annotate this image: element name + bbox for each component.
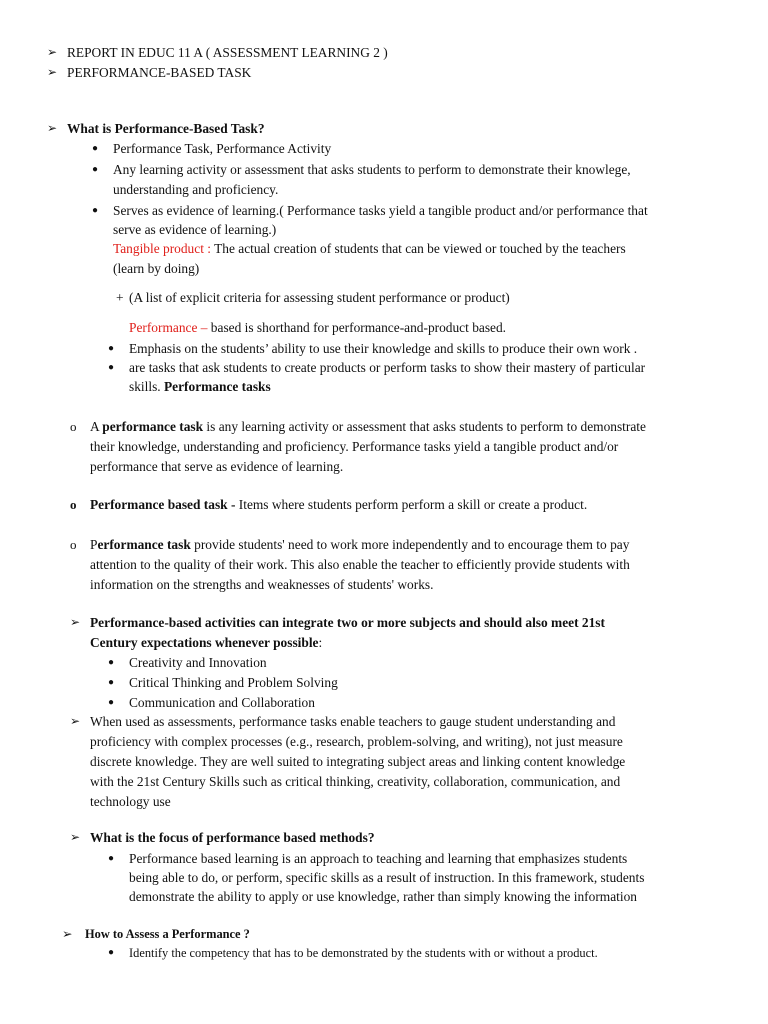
- bullet-icon: ●: [92, 205, 99, 216]
- paragraph-cont: performance that serve as evidence of learning.: [90, 459, 344, 474]
- heading-text: What is Performance-Based Task?: [67, 121, 265, 136]
- paragraph-cont: attention to the quality of their work. This also enable the teacher to efficiently provide students with: [90, 557, 630, 572]
- list-item-cont: being able to do, or perform, specific skills as a result of instruction. In this framework, students: [129, 870, 645, 885]
- heading-colon: :: [318, 635, 323, 650]
- bullet-icon: ●: [108, 697, 115, 708]
- list-item: Communication and Collaboration: [129, 695, 315, 710]
- paragraph-cont: proficiency with complex processes (e.g., research, problem-solving, and writing), not just measure: [90, 734, 623, 749]
- list-item: Critical Thinking and Problem Solving: [129, 675, 338, 690]
- bullet-icon: ●: [108, 343, 115, 354]
- arrow-bullet-icon: ➢: [70, 830, 81, 844]
- paragraph: [90, 417, 646, 437]
- criteria-note: (A list of explicit criteria for assessing student performance or product): [129, 290, 510, 305]
- paragraph: [90, 495, 587, 515]
- text: Items where students perform perform a skill or create a product.: [235, 497, 588, 512]
- bold-term: erformance task: [97, 537, 191, 552]
- section-heading: [67, 119, 265, 139]
- section-heading: [90, 613, 605, 633]
- list-item-cont: serve as evidence of learning.): [113, 222, 277, 237]
- performance-label: Performance –: [129, 320, 208, 335]
- list-item: Serves as evidence of learning.( Performance tasks yield a tangible product and/or performance that: [113, 203, 648, 218]
- circle-bullet-icon: o: [70, 497, 77, 512]
- tangible-definition-cont: (learn by doing): [113, 261, 200, 276]
- plus-icon: +: [116, 290, 124, 305]
- performance-definition: [129, 318, 506, 338]
- paragraph: When used as assessments, performance tasks enable teachers to gauge student understanding and: [90, 714, 616, 729]
- bullet-icon: ●: [108, 677, 115, 688]
- list-item: Any learning activity or assessment that asks students to perform to demonstrate their knowlege,: [113, 162, 631, 177]
- paragraph-cont: with the 21st Century Skills such as critical thinking, creativity, collaboration, communication, and: [90, 774, 621, 789]
- section-heading-cont: [90, 633, 322, 653]
- bullet-icon: ●: [108, 362, 115, 373]
- arrow-bullet-icon: ➢: [47, 45, 58, 59]
- paragraph-cont: information on the strengths and weaknesses of students' works.: [90, 577, 434, 592]
- performance-text: based is shorthand for performance-and-product based.: [207, 320, 507, 335]
- bold-term: Performance based task -: [90, 497, 236, 512]
- section-heading: [85, 925, 250, 943]
- paragraph-cont: technology use: [90, 794, 171, 809]
- heading-text: Performance-based activities can integrate two or more subjects and should also meet 21st: [90, 615, 605, 630]
- paragraph: [90, 535, 629, 555]
- text: provide students' need to work more independently and to encourage them to pay: [190, 537, 630, 552]
- tangible-label: Tangible product :: [113, 241, 211, 256]
- skills-bold: Performance tasks: [163, 379, 271, 394]
- list-item: Performance based learning is an approach to teaching and learning that emphasizes students: [129, 851, 628, 866]
- heading-text: What is the focus of performance based methods?: [90, 830, 375, 845]
- skills-text: skills.: [129, 379, 164, 394]
- list-item: Creativity and Innovation: [129, 655, 267, 670]
- list-item: Emphasis on the students’ ability to use their knowledge and skills to produce their own work .: [129, 341, 638, 356]
- report-subtitle: PERFORMANCE-BASED TASK: [67, 65, 252, 80]
- list-item: Identify the competency that has to be demonstrated by the students with or without a product.: [129, 946, 598, 960]
- arrow-bullet-icon: ➢: [47, 121, 58, 135]
- bullet-icon: ●: [108, 853, 115, 864]
- tangible-text: The actual creation of students that can be viewed or touched by the teachers: [210, 241, 626, 256]
- bullet-icon: ●: [92, 143, 99, 154]
- list-item: Performance Task, Performance Activity: [113, 141, 332, 156]
- bullet-icon: ●: [108, 947, 115, 958]
- report-title: REPORT IN EDUC 11 A ( ASSESSMENT LEARNING 2 ): [67, 45, 388, 60]
- list-item-cont: [129, 377, 271, 397]
- heading-text: Century expectations whenever possible: [90, 635, 319, 650]
- bullet-icon: ●: [108, 657, 115, 668]
- paragraph-cont: their knowledge, understanding and proficiency. Performance tasks yield a tangible product and/or: [90, 439, 619, 454]
- arrow-bullet-icon: ➢: [47, 65, 58, 79]
- circle-bullet-icon: o: [70, 537, 77, 552]
- section-heading: [90, 828, 375, 848]
- arrow-bullet-icon: ➢: [70, 714, 81, 728]
- list-item: are tasks that ask students to create products or perform tasks to show their mastery of particular: [129, 360, 646, 375]
- text: A: [90, 419, 103, 434]
- text: P: [90, 537, 98, 552]
- paragraph-cont: discrete knowledge. They are well suited to integrating subject areas and linking content knowledge: [90, 754, 626, 769]
- text: is any learning activity or assessment that asks students to perform to demonstrate: [203, 419, 646, 434]
- tangible-definition: [113, 239, 626, 259]
- list-item-cont: demonstrate the ability to apply or use knowledge, rather than simply knowing the information: [129, 889, 637, 904]
- circle-bullet-icon: o: [70, 419, 77, 434]
- list-item-cont: understanding and proficiency.: [113, 182, 279, 197]
- bullet-icon: ●: [92, 164, 99, 175]
- arrow-bullet-icon: ➢: [62, 927, 73, 941]
- bold-term: performance task: [102, 419, 204, 434]
- heading-text: How to Assess a Performance ?: [85, 927, 250, 941]
- arrow-bullet-icon: ➢: [70, 615, 81, 629]
